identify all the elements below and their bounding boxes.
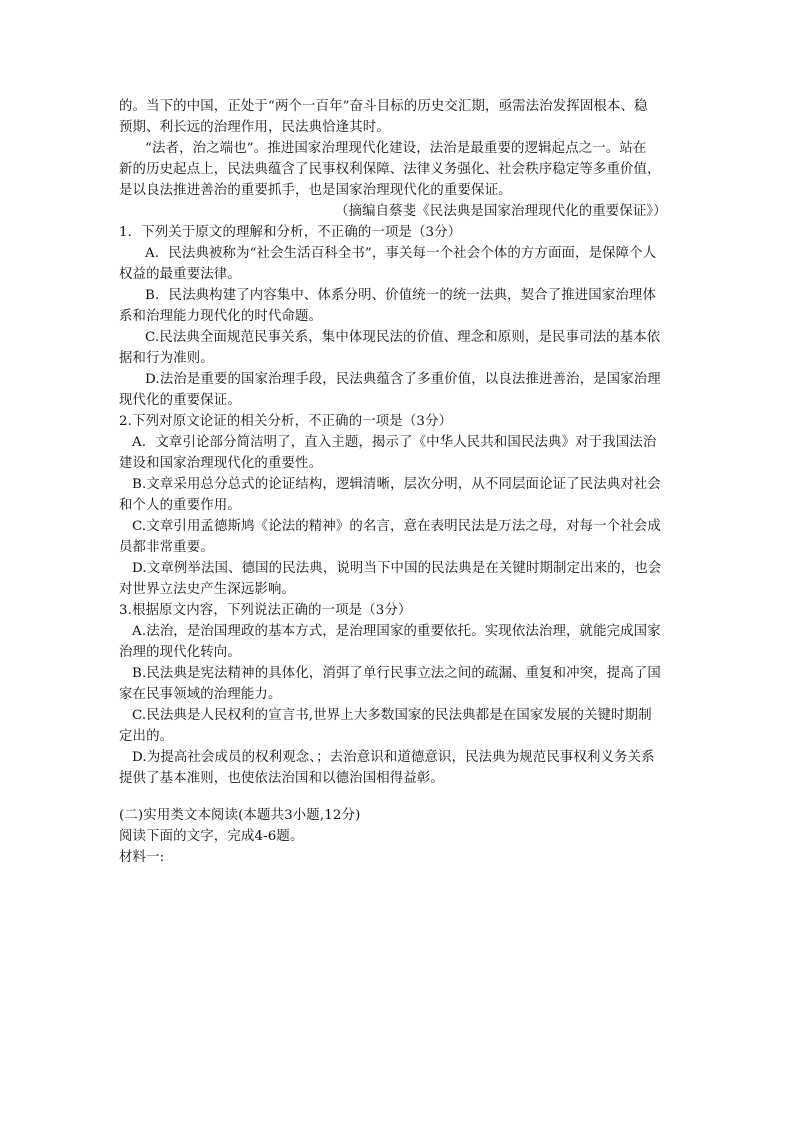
passage-line: 新的历史起点上，民法典蕴含了民事权利保障、法律义务强化、社会秩序稳定等多重价值， [119, 162, 661, 177]
question-2-option-c: C.文章引用孟德斯鸠《论法的精神》的名言，意在表明民法是万法之母，对每一个社会成 [132, 519, 661, 534]
material-1-label: 材料一: [119, 850, 165, 865]
passage-line: “法者，治之端也”。推进国家治理现代化建设，法治是最重要的逻辑起点之一。站在 [145, 141, 647, 156]
question-2-stem: 2.下列对原文论证的相关分析，不正确的一项是（3分） [119, 414, 453, 429]
question-1-option-d-cont: 现代化的重要保证。 [119, 393, 241, 408]
question-3-option-a: A.法治，是治国理政的基本方式，是治理国家的重要依托。实现依法治理，就能完成国家 [132, 624, 661, 639]
question-3-stem: 3.根据原文内容，下列说法正确的一项是（3分） [119, 603, 412, 618]
question-3-option-b: B.民法典是宪法精神的具体化，消弭了单行民事立法之间的疏漏、重复和冲突，提高了国 [132, 666, 661, 681]
section-2-title: (二)实用类文本阅读(本题共3小题,12分) [119, 808, 361, 823]
passage-source: （摘编自蔡斐《民法典是国家治理现代化的重要保证》） [335, 204, 667, 219]
question-3-option-b-cont: 家在民事领域的治理能力。 [119, 687, 282, 702]
question-2-option-b: B.文章采用总分总式的论证结构，逻辑清晰，层次分明，从不同层面论证了民法典对社会 [132, 477, 661, 492]
section-2-instruction: 阅读下面的文字，完成4-6题。 [119, 829, 304, 844]
passage-line: 预期、利长远的治理作用，民法典恰逢其时。 [119, 120, 390, 135]
question-3-option-d-cont: 提供了基本准则，也使依法治国和以德治国相得益彰。 [119, 771, 444, 786]
question-1-option-b: B．民法典构建了内容集中、体系分明、价值统一的统一法典，契合了推进国家治理体 [145, 288, 656, 303]
question-2-option-d-cont: 对世界立法史产生深远影响。 [119, 582, 296, 597]
question-1-option-c-cont: 据和行为准则。 [119, 351, 214, 366]
question-1-stem: 1．下列关于原文的理解和分析，不正确的一项是（3分） [119, 225, 462, 240]
passage-line: 是以良法推进善治的重要抓手，也是国家治理现代化的重要保证。 [119, 183, 512, 198]
question-1-option-a-cont: 权益的最重要法律。 [119, 267, 241, 282]
question-2-option-c-cont: 员都非常重要。 [119, 540, 214, 555]
question-2-option-a-cont: 建设和国家治理现代化的重要性。 [119, 456, 323, 471]
question-3-option-c-cont: 定出的。 [119, 729, 174, 744]
question-3-option-c: C.民法典是人民权利的宣言书,世界上大多数国家的民法典都是在国家发展的关键时期制 [132, 708, 652, 723]
passage-line: 的。当下的中国，正处于“两个一百年”奋斗目标的历史交汇期，亟需法治发挥固根本、稳 [119, 99, 648, 114]
question-3-option-a-cont: 治理的现代化转向。 [119, 645, 241, 660]
question-3-option-d: D.为提高社会成员的权利观念、；去治意识和道德意识，民法典为规范民事权利义务关系 [132, 750, 655, 765]
question-2-option-b-cont: 和个人的重要作用。 [119, 498, 241, 513]
question-1-option-d: D.法治是重要的国家治理手段，民法典蕴含了多重价值，以良法推进善治，是国家治理 [145, 372, 661, 387]
question-1-option-b-cont: 系和治理能力现代化的时代命题。 [119, 309, 323, 324]
question-2-option-d: D.文章例举法国、德国的民法典，说明当下中国的民法典是在关键时期制定出来的，也会 [132, 561, 662, 576]
question-1-option-a: A．民法典被称为“社会生活百科全书”，事关每一个社会个体的方方面面，是保障个人 [145, 246, 657, 261]
question-1-option-c: C.民法典全面规范民事关系，集中体现民法的价值、理念和原则，是民事司法的基本依 [145, 330, 661, 345]
question-2-option-a: A．文章引论部分简洁明了，直入主题，揭示了《中华人民共和国民法典》对于我国法治 [132, 435, 657, 450]
